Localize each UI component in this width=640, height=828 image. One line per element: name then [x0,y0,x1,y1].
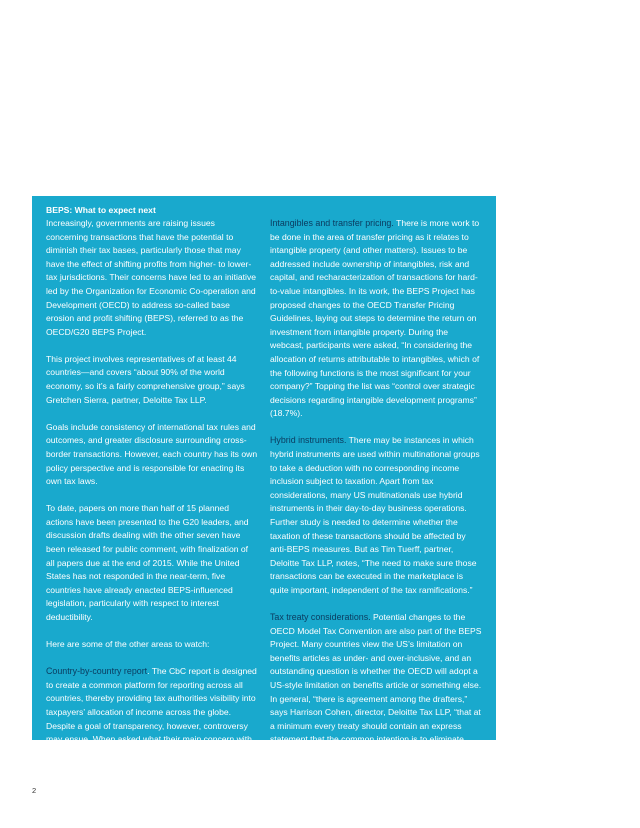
paragraph-text: Increasingly, governments are raising issues concerning transactions that have the potential to diminish their tax bases, particularly those that may have the effect of shifting profits from higher- to lower-tax jurisdictions. Their concerns have led to an initiative led by the Organization for Economic Co-operation and Development (OECD) to address so-called base erosion and profit shifting (BEPS), referred to as the OECD/G20 BEPS Project. [46,218,257,337]
paragraph-text: There may be instances in which hybrid instruments are used within multinational groups to take a deduction with no corresponding income inclusion subject to taxation. Apart from tax considerations, many US multinationals use hybrid instruments in their day-to-day business operations. Further study is needed to determine whether the taxation of these transactions should be affected by anti-BEPS measures. But as Tim Tuerff, partner, Deloitte Tax LLP, notes, “The need to make sure those transactions can be executed in the marketplace is quite important, independent of the tax ramifications.” [270,435,480,595]
left-column [46,217,258,801]
paragraph [46,217,258,339]
paragraph-hybrid [270,434,482,597]
paragraph [46,353,258,407]
subheading-tax-treaty: Tax treaty considerations. [270,612,371,623]
subheading-hybrid: Hybrid instruments. [270,435,347,446]
subheading-country-by-country: Country-by-country report [46,666,148,677]
paragraph-text: Here are some of the other areas to watch: [46,639,210,650]
paragraph [46,638,258,652]
panel-heading: BEPS: What to expect next [46,205,156,215]
subheading-intangibles: Intangibles and transfer pricing. [270,218,394,228]
paragraph-text: This project involves representatives of at least 44 countries—and covers “about 90% of the world economy, so it’s a fairly comprehensive group,” says Gretchen Sierra, partner, Deloitte Tax LLP. [46,353,245,405]
paragraph-tax-treaty [270,611,482,788]
paragraph-text: Potential changes to the OECD Model Tax Convention are also part of the BEPS Project. Many countries view the US’s limitation on benefits articles as under- and over-inclusive, and an outstanding question is whether the OECD will adopt a US-style limitation on benefits article or something else. In general, “there is agreement among the drafters,” says Harrison Cohen, director, Deloitte Tax LLP, “that at a minimum every treaty should contain an express statement that the common intention is to eliminate double taxation without creating opportunities for non-taxation or reduced taxation through tax avoidance or evasion, including through treaty shopping.” [270,612,482,786]
page-number: 2 [32,786,37,795]
paragraph-text: There is more work to be done in the area of transfer pricing as it relates to intangible property (and other matters). Issues to be addressed include ownership of intangibles, risk and capital, and recharacterization of transactions for hard-to-value intangibles. In its work, the BEPS Project has proposed changes to the OECD Transfer Pricing Guidelines, laying out steps to determine the return on investment from intangible property. During the webcast, participants were asked, “In considering the allocation of returns attributable to intangibles, which of the following functions is the most significant for your company?” Topping the list was “control over strategic decisions regarding intangible development programs” (18.7%). [270,218,480,419]
beps-sidebar-panel [32,196,496,799]
paragraph-text: To date, papers on more than half of 15 planned actions have been presented to the G20 leaders, and discussion drafts dealing with the other seven have been released for public comment, with finalization of all papers due at the end of 2015. While the United States has not responded in the near-term, five countries have already enacted BEPS-influenced legislation, particularly with respect to interest deductibility. [46,503,249,622]
paragraph [46,421,258,489]
paragraph-text: Goals include consistency of international tax rules and outcomes, and greater disclosure surrounding cross-border transactions. However, each country has its own policy perspective and is responsible for enacting its own tax laws. [46,421,258,487]
right-column [270,217,482,801]
paragraph [46,502,258,624]
paragraph-country-by-country [46,665,258,801]
panel-columns [46,217,482,801]
paragraph-intangibles [270,217,482,421]
paragraph-text: . The CbC report is designed to create a common platform for reporting across all countries, thereby providing tax authorities visibility into taxpayers’ allocation of income across the globe. Despite a goal of transparency, however, controversy may ensue. When asked what their main concern with respect to the CbC report was,” 28% of 1,476 participants on a recent Deloitte webcast indicated it was the cost of compliance, and 24% cited “increased controversy and double taxation.” [46,666,257,799]
